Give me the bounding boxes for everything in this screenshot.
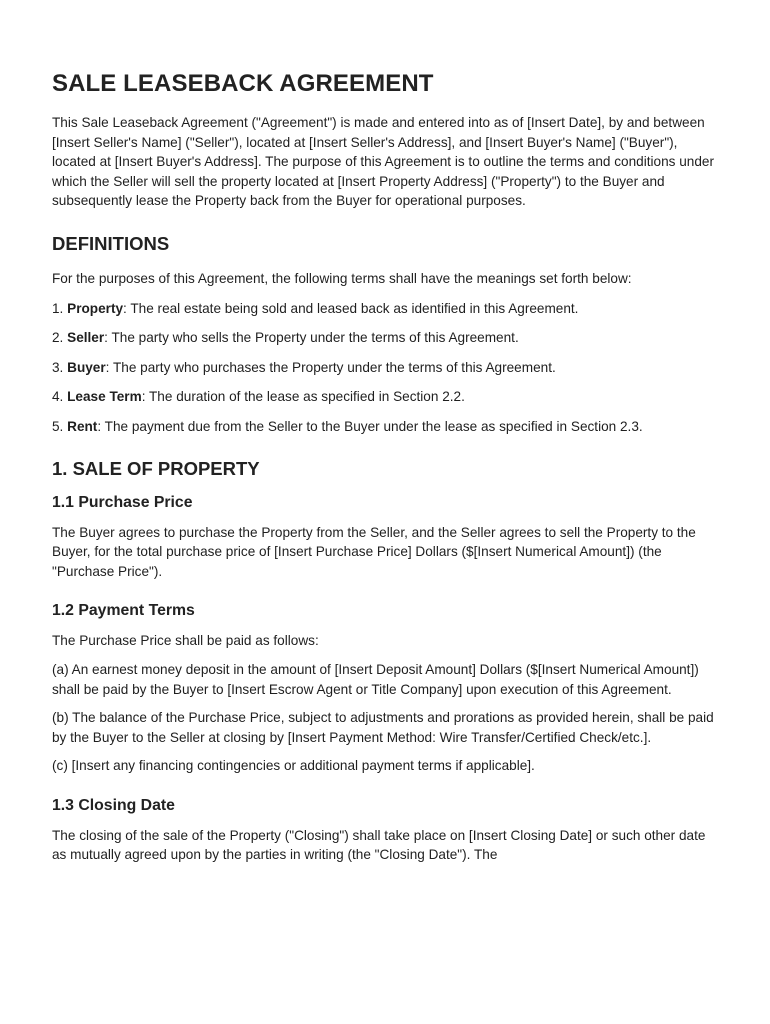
payment-term-a: (a) An earnest money deposit in the amount of [Insert Deposit Amount] Dollars ($[Insert Numerical Amount]) shall be paid by the Buyer to [Insert Escrow Agent or Title Company] upon execution of this Agreement. bbox=[52, 661, 699, 697]
section-1-1-heading: 1.1 Purchase Price bbox=[52, 493, 193, 511]
definition-term: Lease Term bbox=[67, 389, 142, 405]
section-1-1-text: The Buyer agrees to purchase the Property from the Seller, and the Seller agrees to sell the Property to the Buyer, for the total purchase price of [Insert Purchase Price] Dollars ($[Insert Numerical Amount]) (the "Purchase Price"). bbox=[52, 524, 696, 579]
definition-term: Seller bbox=[67, 330, 105, 346]
definition-item-buyer bbox=[52, 358, 718, 378]
section-1-2-lead: The Purchase Price shall be paid as follows: bbox=[52, 633, 319, 649]
definition-term: Buyer bbox=[67, 359, 106, 375]
section-1-heading: 1. SALE OF PROPERTY bbox=[52, 457, 260, 479]
definition-number: 2. bbox=[52, 330, 64, 346]
document-title: SALE LEASEBACK AGREEMENT bbox=[52, 70, 434, 97]
definition-number: 5. bbox=[52, 418, 64, 434]
definition-term: Property bbox=[67, 300, 124, 316]
definition-item-rent bbox=[52, 417, 718, 437]
intro-paragraph: This Sale Leaseback Agreement ("Agreement") is made and entered into as of [Insert Date], by and between [Insert Seller's Name] ("Seller"), located at [Insert Seller's Address], and [Insert Buyer's Name] ("Buyer"), located at [Insert Buyer's Address]. The purpose of this Agreement is to outline the terms and conditions under which the Seller will sell the property located at [Insert Property Address] ("Property") to the Buyer and subsequently lease the Property back from the Buyer for operational purposes. bbox=[52, 115, 715, 209]
definition-number: 3. bbox=[52, 359, 64, 375]
definition-text: : The payment due from the Seller to the Buyer under the lease as specified in Section 2.3. bbox=[97, 418, 643, 434]
definition-number: 4. bbox=[52, 389, 64, 405]
definition-item-property bbox=[52, 299, 718, 319]
definition-item-seller bbox=[52, 328, 718, 348]
section-1-2-heading: 1.2 Payment Terms bbox=[52, 602, 195, 620]
definitions-heading: DEFINITIONS bbox=[52, 232, 170, 254]
section-1-3-text: The closing of the sale of the Property ("Closing") shall take place on [Insert Closing Date] or such other date as mutually agreed upon by the parties in writing (the "Closing Date"). The bbox=[52, 827, 706, 863]
definition-text: : The duration of the lease as specified in Section 2.2. bbox=[141, 389, 465, 405]
payment-term-b: (b) The balance of the Purchase Price, subject to adjustments and prorations as provided herein, shall be paid by the Buyer to the Seller at closing by [Insert Payment Method: Wire Transfer/Certified Check/etc.]. bbox=[52, 710, 714, 745]
payment-term-c: (c) [Insert any financing contingencies or additional payment terms if applicable]. bbox=[52, 758, 535, 774]
definition-term: Rent bbox=[67, 418, 98, 434]
section-1-3-heading: 1.3 Closing Date bbox=[52, 796, 175, 814]
definition-number: 1. bbox=[52, 300, 64, 316]
definition-text: : The party who purchases the Property under the terms of this Agreement. bbox=[105, 359, 556, 375]
definition-item-lease-term bbox=[52, 387, 718, 407]
definition-text: : The real estate being sold and leased back as identified in this Agreement. bbox=[123, 300, 579, 316]
definition-text: : The party who sells the Property under the terms of this Agreement. bbox=[104, 330, 519, 346]
definitions-lead: For the purposes of this Agreement, the following terms shall have the meanings set forth below: bbox=[52, 270, 632, 286]
